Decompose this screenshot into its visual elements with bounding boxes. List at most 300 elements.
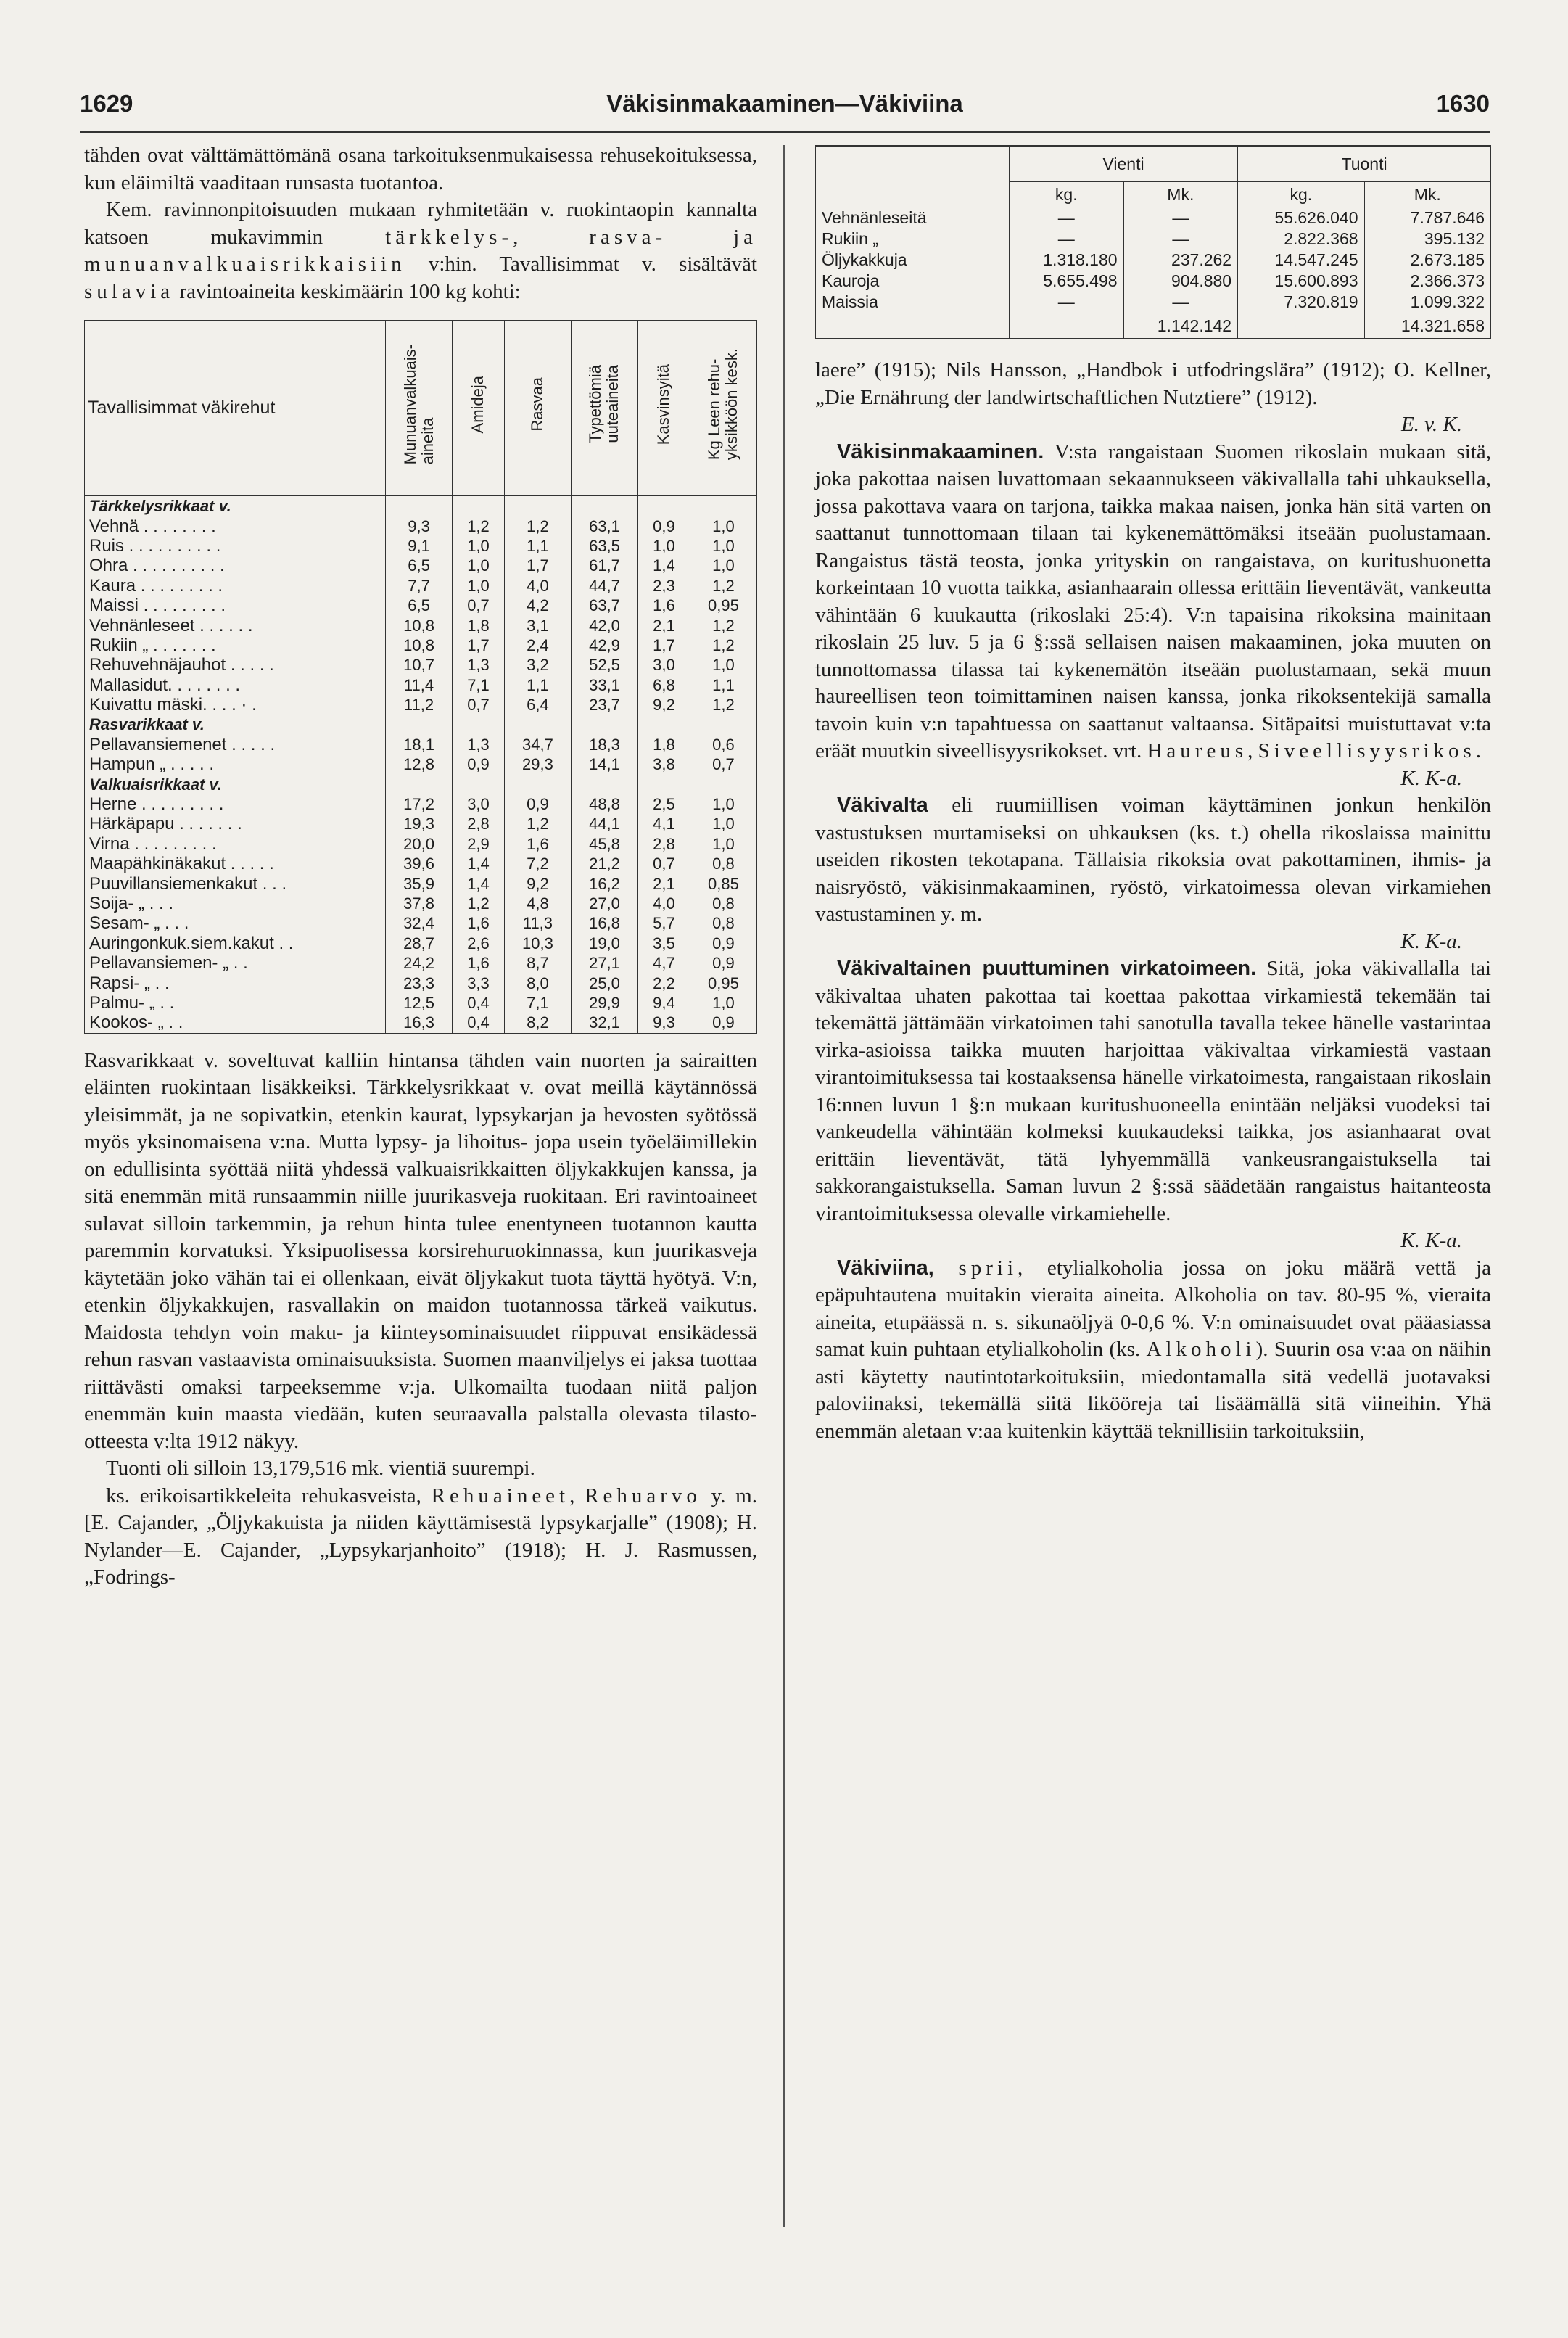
feed-value-cell: 1,0 [638, 536, 690, 556]
right-column [815, 145, 1491, 1445]
trade-sub-kg: kg. [1010, 182, 1124, 207]
feed-value-cell: 2,8 [638, 834, 690, 854]
feed-value-cell: 2,8 [453, 814, 505, 833]
feed-value-cell: 3,8 [638, 754, 690, 774]
feed-value-cell: 14,1 [571, 754, 637, 774]
feed-value-cell: 44,7 [571, 576, 637, 596]
ref-text: ks. erikoisartikkeleita rehukasveista, [106, 1483, 432, 1507]
feed-row [85, 556, 757, 575]
feed-value-cell: 23,3 [386, 973, 453, 992]
feed-empty-cell [690, 774, 756, 794]
feed-value-cell: 4,0 [504, 576, 571, 596]
trade-total-tuonti: 14.321.658 [1364, 313, 1490, 339]
feed-row [85, 655, 757, 675]
trade-value-cell: 2.673.185 [1364, 250, 1490, 271]
feed-value-cell: 10,8 [386, 615, 453, 635]
feed-empty-cell [690, 496, 756, 516]
feed-value-cell: 1,0 [690, 794, 756, 814]
entry-heading: Väkivaltainen puuttuminen virkatoimeen. [837, 957, 1257, 980]
feed-col-fat: Rasvaa [528, 376, 547, 432]
intro-spaced-term-2: sulavia [84, 279, 175, 303]
feed-value-cell: 9,3 [386, 516, 453, 535]
feed-value-cell: 6,4 [504, 695, 571, 715]
feed-value-cell: 16,8 [571, 913, 637, 933]
feed-value-cell: 1,0 [690, 556, 756, 575]
feed-value-cell: 1,3 [453, 735, 505, 754]
trade-sub-mk: Mk. [1123, 182, 1238, 207]
trade-value-cell: — [1010, 292, 1124, 313]
trade-sub-kg: kg. [1238, 182, 1364, 207]
trade-row [816, 292, 1491, 313]
trade-value-cell: 5.655.498 [1010, 271, 1124, 292]
entry-vakisinmakaaminen [815, 439, 1491, 765]
feed-value-cell: 1,6 [638, 596, 690, 615]
feed-row [85, 814, 757, 833]
signature: K. K-a. [1400, 1229, 1462, 1252]
trade-row [816, 229, 1491, 250]
feed-name-cell: Maapähkinäkakut . . . . . [85, 854, 386, 873]
paragraph-references [84, 1483, 757, 1592]
entry-spaced-ref: Haureus [1147, 739, 1248, 762]
feed-name-cell: Auringonkuk.siem.kakut . . [85, 934, 386, 953]
ref-spaced-2: Rehuarvo [585, 1483, 701, 1507]
feed-name-cell: Rapsi- „ . . [85, 973, 386, 992]
feed-empty-cell [453, 774, 505, 794]
feed-row [85, 596, 757, 615]
feed-row [85, 794, 757, 814]
feed-value-cell: 11,3 [504, 913, 571, 933]
feed-value-cell: 2,1 [638, 873, 690, 893]
feed-value-cell: 1,0 [690, 814, 756, 833]
feed-value-cell: 39,6 [386, 854, 453, 873]
feed-value-cell: 42,0 [571, 615, 637, 635]
feed-name-cell: Maissi . . . . . . . . . [85, 596, 386, 615]
entry-vakivaltainen-puuttuminen [815, 955, 1491, 1227]
feed-value-cell: 0,9 [690, 1013, 756, 1033]
feed-value-cell: 3,3 [453, 973, 505, 992]
trade-value-cell: 237.262 [1123, 250, 1238, 271]
feed-value-cell: 1,1 [504, 536, 571, 556]
feed-name-cell: Rukiin „ . . . . . . . [85, 635, 386, 655]
feed-value-cell: 20,0 [386, 834, 453, 854]
feed-value-cell: 7,2 [504, 854, 571, 873]
intro-tail: v:hin. Tavallisimmat v. sisältävät [405, 252, 757, 276]
feed-value-cell: 0,4 [453, 993, 505, 1013]
feed-row [85, 873, 757, 893]
trade-total-vienti: 1.142.142 [1123, 313, 1238, 339]
trade-total-label [816, 313, 1010, 339]
feed-value-cell: 63,7 [571, 596, 637, 615]
feed-value-cell: 33,1 [571, 675, 637, 695]
feed-value-cell: 44,1 [571, 814, 637, 833]
feed-value-cell: 16,2 [571, 873, 637, 893]
feed-value-cell: 4,2 [504, 596, 571, 615]
entry-text: . [1475, 739, 1482, 762]
feed-value-cell: 17,2 [386, 794, 453, 814]
feed-value-cell: 11,4 [386, 675, 453, 695]
feed-value-cell: 1,2 [504, 516, 571, 535]
feed-name-cell: Pellavansiemenet . . . . . [85, 735, 386, 754]
feed-value-cell: 1,0 [453, 576, 505, 596]
feed-value-cell: 10,7 [386, 655, 453, 675]
column-divider [783, 145, 785, 2227]
feed-col-header [690, 321, 756, 496]
entry-heading: Väkisinmakaaminen. [837, 440, 1044, 464]
feed-value-cell: 1,6 [453, 913, 505, 933]
feed-name-cell: Soija- „ . . . [85, 894, 386, 913]
feed-name-cell: Vehnänleseet . . . . . . [85, 615, 386, 635]
feed-value-cell: 25,0 [571, 973, 637, 992]
trade-value-cell: — [1123, 229, 1238, 250]
entry-vakivalta [815, 792, 1491, 929]
feed-value-cell: 2,2 [638, 973, 690, 992]
feed-value-cell: 8,2 [504, 1013, 571, 1033]
feed-value-cell: 9,2 [638, 695, 690, 715]
entry-text: , [1247, 739, 1258, 762]
intro-paragraph-2 [84, 197, 757, 305]
feed-row [85, 735, 757, 754]
feed-value-cell: 1,8 [638, 735, 690, 754]
feed-value-cell: 1,4 [453, 873, 505, 893]
feed-value-cell: 1,0 [690, 516, 756, 535]
feed-value-cell: 35,9 [386, 873, 453, 893]
feed-name-cell: Puuvillansiemenkakut . . . [85, 873, 386, 893]
ref-text-b: , [569, 1483, 585, 1507]
entry-text: Sitä, joka väkivallalla tai väkivaltaa uhaten pakottaa tai koettaa pakottaa virkamiestä tekemään tai tekemättä jättämään virkatoimen tahi sanotulla tavalla tekee hänelle vastarintaa virka-asioissa taikka muuten harjoittaa väkivaltaa virkamiestä vastaan virantoimituksessa tai kostaaksensa hänelle virkatoimesta, rangaistaan rikoslain 16:nnen luvun 1 §:n mukaan kuritushuoneella enintään neljäksi vuodeksi tai vankeudella vähintään kolmeksi kuukaudeksi taikka, jos asianhaarat ovat erittäin lieventävät, tätä lyhyemmällä vankeusrangaistuksella tai sakkorangaistuksella. Saman luvun 2 §:ssä säädetään rangaistus haitanteosta virantoimituksessa olevalle virkamiehelle. [815, 957, 1491, 1225]
trade-sub-mk: Mk. [1364, 182, 1490, 207]
paragraph-tuonti: Tuonti oli silloin 13,179,516 mk. vientiä suurempi. [106, 1457, 535, 1481]
feed-value-cell: 4,8 [504, 894, 571, 913]
feed-row [85, 615, 757, 635]
feed-col-header [571, 321, 637, 496]
feed-value-cell: 0,7 [453, 695, 505, 715]
trade-total-empty [1010, 313, 1124, 339]
feed-value-cell: 3,5 [638, 934, 690, 953]
feed-value-cell: 18,1 [386, 735, 453, 754]
feed-value-cell: 12,8 [386, 754, 453, 774]
feed-table-body [85, 496, 757, 1034]
feed-name-cell: Mallasidut. . . . . . . . [85, 675, 386, 695]
feed-value-cell: 7,1 [504, 993, 571, 1013]
feed-row [85, 834, 757, 854]
feed-value-cell: 11,2 [386, 695, 453, 715]
feed-row [85, 754, 757, 774]
trade-value-cell: 1.099.322 [1364, 292, 1490, 313]
feed-value-cell: 1,0 [690, 993, 756, 1013]
trade-value-cell: 904.880 [1123, 271, 1238, 292]
feed-value-cell: 1,0 [690, 834, 756, 854]
feed-name-cell: Härkäpapu . . . . . . . [85, 814, 386, 833]
feed-value-cell: 5,7 [638, 913, 690, 933]
feed-name-cell: Kaura . . . . . . . . . [85, 576, 386, 596]
feed-value-cell: 2,9 [453, 834, 505, 854]
feed-value-cell: 1,7 [638, 635, 690, 655]
feed-value-cell: 9,3 [638, 1013, 690, 1033]
trade-group-header [816, 146, 1491, 182]
feed-group-row [85, 715, 757, 734]
feed-empty-cell [690, 715, 756, 734]
feed-value-cell: 6,5 [386, 556, 453, 575]
feed-row [85, 675, 757, 695]
feed-value-cell: 63,1 [571, 516, 637, 535]
feed-value-cell: 7,1 [453, 675, 505, 695]
trade-item-name: Rukiin „ [816, 229, 1010, 250]
trade-value-cell: 1.318.180 [1010, 250, 1124, 271]
feed-col-header [453, 321, 505, 496]
feed-col-header [504, 321, 571, 496]
feed-value-cell: 2,4 [504, 635, 571, 655]
feed-col-fibre: Kasvinsyitä [654, 363, 673, 445]
feed-empty-cell [571, 496, 637, 516]
header-rule [80, 131, 1490, 133]
feed-empty-cell [453, 496, 505, 516]
feed-name-cell: Vehnä . . . . . . . . [85, 516, 386, 535]
feed-value-cell: 4,1 [638, 814, 690, 833]
feed-value-cell: 0,7 [453, 596, 505, 615]
feed-empty-cell [638, 774, 690, 794]
page-number-left: 1629 [80, 90, 133, 117]
feed-value-cell: 12,5 [386, 993, 453, 1013]
signature: E. v. K. [1400, 413, 1462, 436]
ref-spaced-1: Rehuaineet [431, 1483, 570, 1507]
feed-value-cell: 23,7 [571, 695, 637, 715]
feed-name-cell: Virna . . . . . . . . . [85, 834, 386, 854]
feed-empty-cell [504, 496, 571, 516]
entry-vakiviina [815, 1255, 1491, 1446]
feed-value-cell: 45,8 [571, 834, 637, 854]
feed-value-cell: 3,1 [504, 615, 571, 635]
trade-item-name: Öljykakkuja [816, 250, 1010, 271]
feed-row [85, 695, 757, 715]
feed-value-cell: 10,3 [504, 934, 571, 953]
feed-value-cell: 4,0 [638, 894, 690, 913]
trade-row [816, 271, 1491, 292]
feed-value-cell: 9,4 [638, 993, 690, 1013]
feed-name-cell: Kuivattu mäski. . . . · . [85, 695, 386, 715]
feed-value-cell: 29,9 [571, 993, 637, 1013]
feed-value-cell: 1,2 [690, 635, 756, 655]
feed-empty-cell [504, 774, 571, 794]
trade-total-empty [1238, 313, 1364, 339]
feed-empty-cell [571, 715, 637, 734]
feed-value-cell: 1,3 [453, 655, 505, 675]
feed-empty-cell [386, 496, 453, 516]
feed-row [85, 973, 757, 992]
feed-value-cell: 10,8 [386, 635, 453, 655]
feed-value-cell: 1,1 [504, 675, 571, 695]
entry-text: eli ruumiillisen voiman käyttäminen jonkun henkilön vastustuksen murtamiseksi on uhkauksen (ks. t.) ohella rikoslaissa mainittu useiden rikosten tekotapana. Tällaisia rikoksia ovat pakottaminen, ihmis- ja naisryöstö, väkisinmakaaminen, ryöstö, virkatoimessa olevan virkamiehen vastustaminen y. m. [815, 794, 1491, 926]
feed-value-cell: 1,6 [504, 834, 571, 854]
running-title: Väkisinmakaaminen—Väkiviina [606, 90, 963, 117]
feed-value-cell: 24,2 [386, 953, 453, 973]
feed-value-cell: 1,0 [690, 655, 756, 675]
feed-row [85, 953, 757, 973]
feed-value-cell: 52,5 [571, 655, 637, 675]
feed-value-cell: 0,95 [690, 973, 756, 992]
feed-name-cell: Hampun „ . . . . . [85, 754, 386, 774]
feed-value-cell: 63,5 [571, 536, 637, 556]
left-column [84, 142, 757, 1592]
feed-value-cell: 0,7 [638, 854, 690, 873]
trade-col-blank [816, 146, 1010, 207]
feed-value-cell: 3,0 [453, 794, 505, 814]
feed-col-unit: Kg Leen rehu- yksikköön kesk. [705, 348, 741, 461]
entry-spaced-ref: Siveellisyysrikos [1258, 739, 1476, 762]
feed-value-cell: 1,4 [453, 854, 505, 873]
feed-row [85, 913, 757, 933]
signature: K. K-a. [1400, 766, 1462, 790]
trade-value-cell: — [1010, 229, 1124, 250]
trade-item-name: Vehnänleseitä [816, 207, 1010, 229]
page-header [80, 90, 1490, 126]
feed-value-cell: 1,2 [453, 516, 505, 535]
feed-col-protein: Munuanvalkuais- aineita [400, 344, 437, 465]
feed-value-cell: 48,8 [571, 794, 637, 814]
feed-value-cell: 32,4 [386, 913, 453, 933]
trade-value-cell: — [1123, 292, 1238, 313]
trade-value-cell: 7.320.819 [1238, 292, 1364, 313]
feed-value-cell: 1,0 [690, 536, 756, 556]
feed-value-cell: 0,4 [453, 1013, 505, 1033]
trade-value-cell: 7.787.646 [1364, 207, 1490, 229]
feed-value-cell: 19,0 [571, 934, 637, 953]
feed-row [85, 635, 757, 655]
feed-value-cell: 27,0 [571, 894, 637, 913]
feed-row [85, 516, 757, 535]
feed-value-cell: 0,8 [690, 913, 756, 933]
feed-value-cell: 1,2 [504, 814, 571, 833]
trade-item-name: Kauroja [816, 271, 1010, 292]
trade-col-tuonti: Tuonti [1238, 146, 1491, 182]
feed-value-cell: 2,5 [638, 794, 690, 814]
trade-value-cell: — [1123, 207, 1238, 229]
feed-empty-cell [571, 774, 637, 794]
feed-value-cell: 1,2 [690, 695, 756, 715]
trade-value-cell: 2.366.373 [1364, 271, 1490, 292]
entry-heading: Väkivalta [837, 794, 928, 817]
feed-group-label: Valkuaisrikkaat v. [85, 774, 386, 794]
feed-value-cell: 0,7 [690, 754, 756, 774]
feed-name-cell: Palmu- „ . . [85, 993, 386, 1013]
feed-value-cell: 6,8 [638, 675, 690, 695]
trade-row [816, 250, 1491, 271]
feed-value-cell: 0,9 [690, 953, 756, 973]
feed-value-cell: 2,3 [638, 576, 690, 596]
trade-value-cell: 15.600.893 [1238, 271, 1364, 292]
feed-value-cell: 37,8 [386, 894, 453, 913]
feed-value-cell: 3,2 [504, 655, 571, 675]
feed-value-cell: 8,7 [504, 953, 571, 973]
feed-name-cell: Ohra . . . . . . . . . . [85, 556, 386, 575]
feed-value-cell: 2,1 [638, 615, 690, 635]
entry-heading: Väkiviina, [837, 1256, 934, 1280]
feed-value-cell: 0,9 [690, 934, 756, 953]
feed-value-cell: 0,6 [690, 735, 756, 754]
feed-name-cell: Herne . . . . . . . . . [85, 794, 386, 814]
feed-value-cell: 1,0 [453, 556, 505, 575]
feed-empty-cell [638, 496, 690, 516]
feed-row [85, 993, 757, 1013]
feed-value-cell: 8,0 [504, 973, 571, 992]
feed-name-cell: Ruis . . . . . . . . . . [85, 536, 386, 556]
feed-row [85, 1013, 757, 1033]
feed-value-cell: 42,9 [571, 635, 637, 655]
feed-name-cell: Sesam- „ . . . [85, 913, 386, 933]
feed-value-cell: 0,9 [504, 794, 571, 814]
feed-row [85, 854, 757, 873]
feed-empty-cell [386, 715, 453, 734]
feed-value-cell: 6,5 [386, 596, 453, 615]
feed-value-cell: 1,2 [453, 894, 505, 913]
feed-value-cell: 1,7 [504, 556, 571, 575]
feed-value-cell: 0,8 [690, 854, 756, 873]
trade-value-cell: 14.547.245 [1238, 250, 1364, 271]
feed-value-cell: 0,9 [453, 754, 505, 774]
feed-name-cell: Rehuvehnäjauhot . . . . . [85, 655, 386, 675]
intro-tail-2: ravintoaineita keskimäärin 100 kg kohti: [174, 279, 521, 303]
feed-value-cell: 0,9 [638, 516, 690, 535]
trade-value-cell: — [1010, 207, 1124, 229]
ref-text-c: y. m. [E. Cajander, „Öljykakuista ja niiden käyttämisestä lypsykarjalle” (1908); H. Nylander—E. Cajander, „Lypsykarjanhoito” (1918); H. J. Rasmussen, „Fodrings- [84, 1483, 757, 1589]
trade-table-body [816, 207, 1491, 313]
feed-empty-cell [453, 715, 505, 734]
intro-paragraph-1: tähden ovat välttämättömänä osana tarkoituksenmukaisessa rehusekoituksessa, kun eläimiltä vaaditaan runsasta tuotantoa. [84, 144, 757, 194]
feed-col-header [638, 321, 690, 496]
feed-col-amides: Amideja [469, 375, 487, 433]
feed-value-cell: 1,2 [690, 615, 756, 635]
trade-statistics-table [815, 145, 1491, 339]
feed-empty-cell [504, 715, 571, 734]
entry-text: ). Suurin osa v:aa on näihin asti käytetty nautintotarkoituksiin, miedontamalla sitä vedellä juotavaksi paloviinaksi, tekemällä siitä likööreja tai lisäämällä sitä viineihin. Yhä enemmän aletaan v:aa kuitenkin käyttää teknillisiin tarkoituksiin, [815, 1338, 1491, 1443]
feed-value-cell: 19,3 [386, 814, 453, 833]
feed-name-cell: Kookos- „ . . [85, 1013, 386, 1033]
reference-continuation: laere” (1915); Nils Hansson, „Handbok i utfodringslära” (1912); O. Kellner, „Die Ernährung der landwirtschaftlichen Nutztiere” (1912). [815, 358, 1491, 409]
trade-item-name: Maissia [816, 292, 1010, 313]
feed-value-cell: 1,0 [453, 536, 505, 556]
feed-group-row [85, 774, 757, 794]
feed-col-name: Tavallisimmat väkirehut [85, 321, 386, 496]
trade-col-vienti: Vienti [1010, 146, 1238, 182]
feed-empty-cell [638, 715, 690, 734]
entry-spaced-ref: Alkoholi [1146, 1338, 1256, 1361]
feed-value-cell: 29,3 [504, 754, 571, 774]
feed-value-cell: 34,7 [504, 735, 571, 754]
trade-value-cell: 395.132 [1364, 229, 1490, 250]
trade-total-row [816, 313, 1491, 339]
feed-value-cell: 0,8 [690, 894, 756, 913]
feed-value-cell: 1,2 [690, 576, 756, 596]
feed-value-cell: 0,85 [690, 873, 756, 893]
entry-text: etylialkoholia jossa on joku määrä vettä ja epäpuhtautena muitakin vieraita aineita. Alkoholia on tav. 80-95 %, vieraita aineita, etupäässä n. s. sikunaöljyä 0-0,6 %. V:n ominaisuudet ovat pääasiassa samat kuin puhtaan etylialkoholin (ks. [815, 1256, 1491, 1361]
feed-value-cell: 9,1 [386, 536, 453, 556]
feed-empty-cell [386, 774, 453, 794]
feed-value-cell: 21,2 [571, 854, 637, 873]
feed-value-cell: 1,6 [453, 953, 505, 973]
feed-composition-table [84, 320, 757, 1034]
feed-row [85, 536, 757, 556]
feed-value-cell: 2,6 [453, 934, 505, 953]
signature: K. K-a. [1400, 929, 1462, 953]
feed-table-header [85, 321, 757, 496]
feed-value-cell: 1,1 [690, 675, 756, 695]
paragraph-rasvarikkaat: Rasvarikkaat v. soveltuvat kalliin hintansa tähden vain nuorten ja sairaitten eläinten ruokintaan lisäkkeiksi. Tärkkelysrikkaat v. ovat meillä käytännössä yleisimmät, ja ne sopivatkin, etenkin kaurat, lypsykarjan ja hevosten syötössä myös yksinomaisena v:na. Mutta lypsy- ja lihoitus- jopa usein työeläimillekin on edullisinta syöttää niitä yhdessä valkuaisrikkaitten öljykakkujen kanssa, ja sitä enemmän mitä runsaammin niille juurikasveja ruokitaan. Eri ravintoaineet sulavat silloin tarkemmin, ja rehun hinta tulee enentyneen tuotannon kautta paremmin korvatuksi. Yksipuolisessa korsirehuruokinnassa, kun juurikasveja käytetään joko vähän tai ei ollenkaan, eivät öljykakut tuota täyttä hyötyä. V:n, etenkin öljykakkujen, rasvallakin on maidon tuotannossa tärkeä vaikutus. Maidosta tehdyn voin maku- ja kiinteysominaisuudet riippuvat ensikädessä rehun rasvan vastaavista ominaisuuksista. Suomen maanviljelys ei jaksa tuottaa riittävästi omaksi tarpeeksemme v:ja. Ulkomailta tuodaan niitä paljon enemmän kuin maasta viedään, kuten seuraavalla palstalla olevasta tilasto-otteesta v:lta 1912 näkyy. [84, 1048, 757, 1453]
trade-row [816, 207, 1491, 229]
feed-value-cell: 1,7 [453, 635, 505, 655]
feed-value-cell: 61,7 [571, 556, 637, 575]
intro-text: Kem. ravinnonpitoisuuden mukaan ryhmitetään v. ruokintaopin kannalta katsoen mukavimmin [84, 198, 757, 249]
feed-value-cell: 16,3 [386, 1013, 453, 1033]
feed-value-cell: 1,4 [638, 556, 690, 575]
